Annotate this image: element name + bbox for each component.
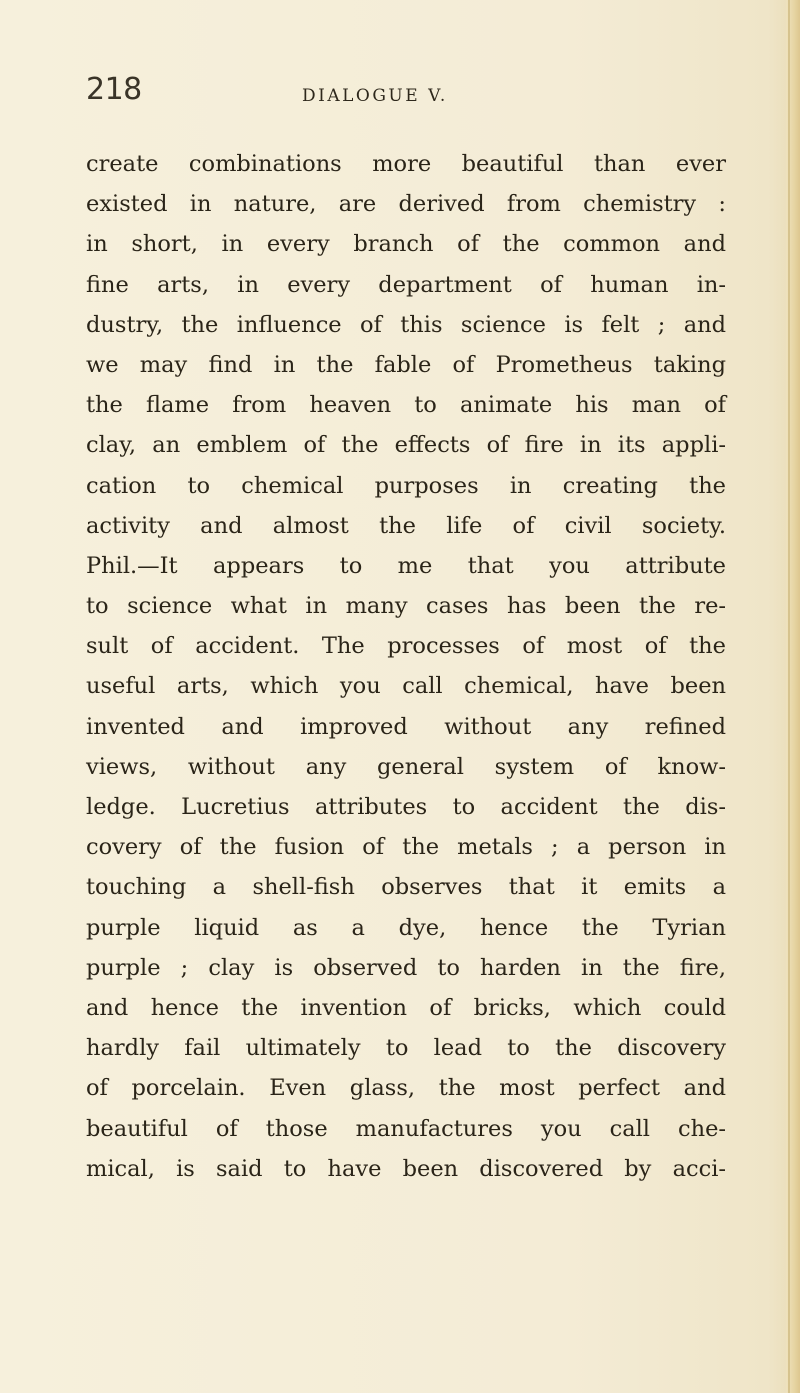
- text-line: purple ; clay is observed to harden in the fire,: [86, 954, 726, 981]
- text-line: cation to chemical purposes in creating the: [86, 472, 726, 499]
- text-line: Phil.—It appears to me that you attribute: [86, 552, 726, 579]
- page-edge-line: [788, 0, 790, 1393]
- text-line: and hence the invention of bricks, which could: [86, 994, 726, 1021]
- text-line: touching a shell-fish observes that it emits a: [86, 874, 726, 901]
- text-line: beautiful of those manufactures you call che-: [86, 1115, 726, 1142]
- text-line: sult of accident. The processes of most of the: [86, 633, 726, 660]
- body-text: [86, 144, 726, 1189]
- text-line: mical, is said to have been discovered by acci-: [86, 1155, 726, 1182]
- text-line: covery of the fusion of the metals ; a person in: [86, 834, 726, 861]
- text-line: views, without any general system of know-: [86, 753, 726, 780]
- text-line: dustry, the influence of this science is felt ; and: [86, 311, 726, 338]
- text-line: invented and improved without any refined: [86, 713, 726, 740]
- page-header: [86, 72, 726, 112]
- page-number: 218: [86, 72, 142, 107]
- text-line: of porcelain. Even glass, the most perfect and: [86, 1075, 726, 1102]
- text-line: clay, an emblem of the effects of fire in its appli-: [86, 432, 726, 459]
- text-line: ledge. Lucretius attributes to accident the dis-: [86, 794, 726, 820]
- text-line: existed in nature, are derived from chemistry :: [86, 191, 726, 218]
- text-line: fine arts, in every department of human in-: [86, 271, 726, 298]
- text-line: in short, in every branch of the common and: [86, 231, 726, 258]
- text-line: create combinations more beautiful than ever: [86, 151, 726, 177]
- text-line: purple liquid as a dye, hence the Tyrian: [86, 914, 726, 941]
- text-line: useful arts, which you call chemical, have been: [86, 673, 726, 700]
- text-line: hardly fail ultimately to lead to the discovery: [86, 1035, 726, 1062]
- text-line: the flame from heaven to animate his man of: [86, 392, 726, 419]
- text-line: activity and almost the life of civil society.: [86, 512, 726, 539]
- running-head: DIALOGUE V.: [302, 86, 448, 106]
- text-line: we may find in the fable of Prometheus taking: [86, 351, 726, 378]
- text-line: to science what in many cases has been the re-: [86, 593, 726, 620]
